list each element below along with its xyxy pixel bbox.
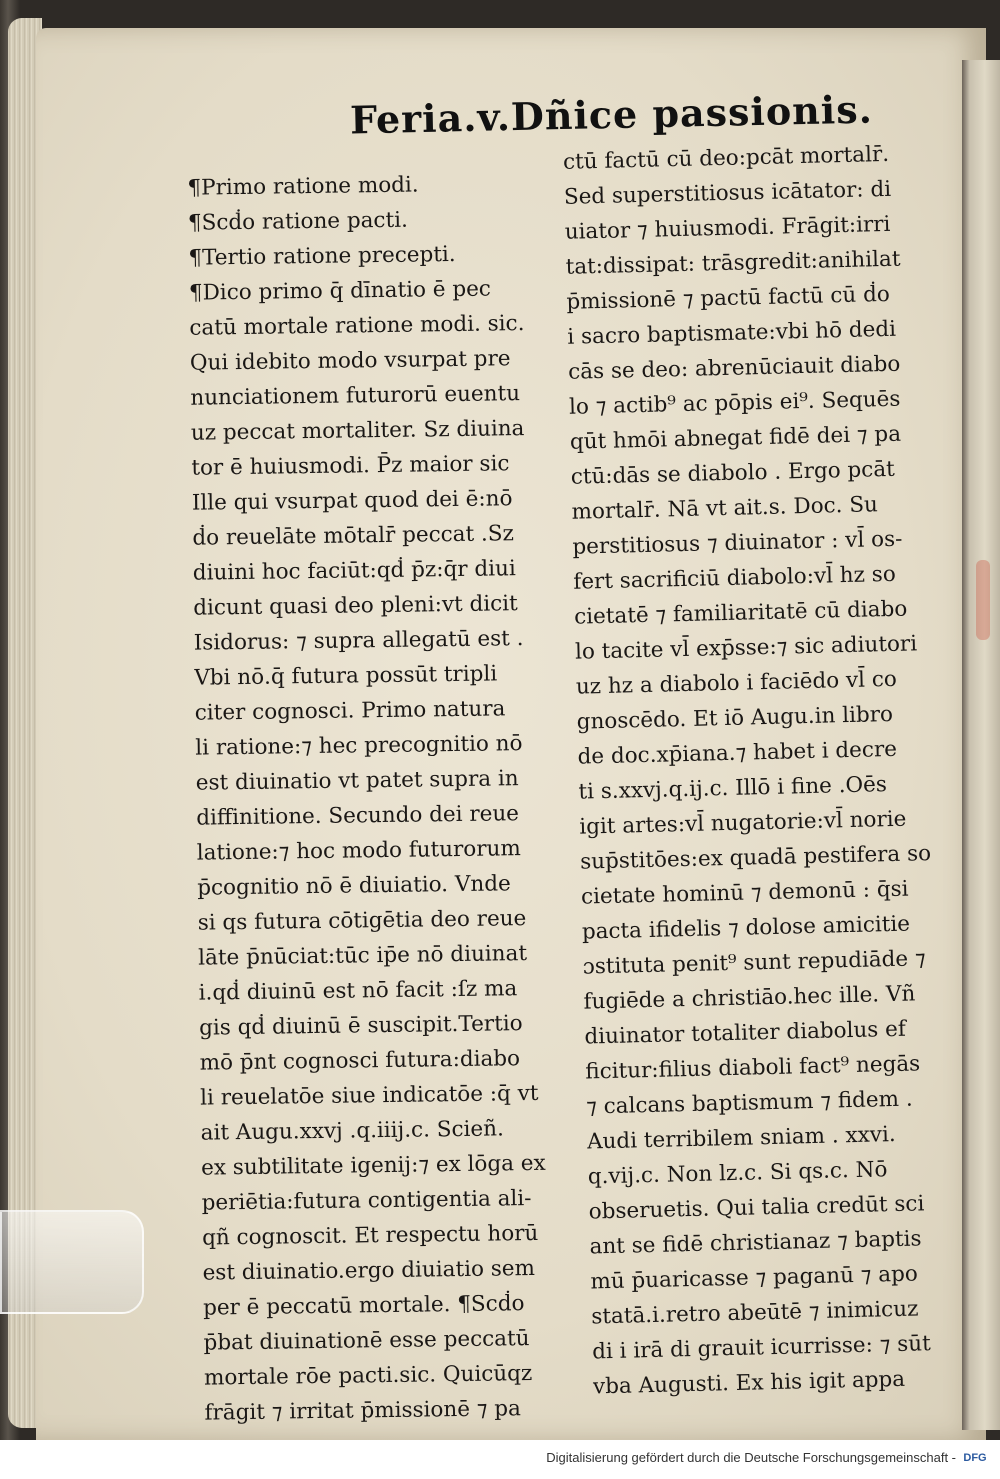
text-line: lo ⁊ actib⁹ ac pōpis ei⁹. Sequēs xyxy=(568,386,901,420)
page-header: Feria.v.Dñice passionis. xyxy=(349,86,874,143)
text-line: ant se fidē christianaz ⁊ baptis xyxy=(589,1226,922,1260)
text-line: fert sacrificiū diabolo:vl̄ hz so xyxy=(573,561,897,595)
text-line: ex subtilitate igenij:⁊ ex lōga ex xyxy=(200,1150,546,1181)
text-line: citer cognosci. Primo natura xyxy=(194,696,506,726)
text-line: mū p̄uaricasse ⁊ paganū ⁊ apo xyxy=(590,1261,919,1295)
text-line: gnoscēdo. Et iō Augu.in libro xyxy=(576,701,894,735)
footer-bar xyxy=(0,1440,1000,1479)
text-line: igit artes:vl̄ nugatorie:vl̄ norie xyxy=(579,806,907,840)
text-line: qūt hmōi abnegat fidē dei ⁊ pa xyxy=(569,421,902,455)
text-line: periētia:futura contigentia ali- xyxy=(201,1186,532,1216)
text-line: i sacro baptismate:vbi hō dedi xyxy=(567,316,897,350)
text-line: pacta ifidelis ⁊ dolose amicitie xyxy=(581,911,911,945)
glass-page-weight xyxy=(0,1210,144,1314)
text-line: cietatē ⁊ familiaritatē cū diabo xyxy=(573,596,908,630)
text-line: cietate hominū ⁊ demonū : q̄si xyxy=(580,876,909,910)
text-line: diuini hoc faciūt:qḋ p̄z:q̄r diui xyxy=(192,556,516,586)
text-line: uiator ⁊ huiusmodi. Frāgit:irri xyxy=(564,211,891,245)
text-line: ɔstituta penit⁹ sunt repudiāde ⁊ xyxy=(582,946,926,980)
text-line: ficitur:filius diaboli fact⁹ negās xyxy=(585,1051,921,1085)
text-line: mō p̄nt cognosci futura:diabo xyxy=(199,1046,521,1076)
text-line: p̄missionē ⁊ pactū factū cū ḋo xyxy=(566,281,891,315)
text-line: ¶Primo ratione modi. xyxy=(187,172,419,201)
text-line: obseruetis. Qui talia credūt sci xyxy=(588,1191,925,1225)
text-line: uz peccat mortaliter. Sz diuina xyxy=(190,416,525,446)
text-line: p̄cognitio nō ē diuiatio. Vnde xyxy=(197,871,511,901)
text-line: vba Augusti. Ex his igit appa xyxy=(592,1366,906,1400)
text-line: li reuelatōe siue indicatōe :q̄ vt xyxy=(199,1080,539,1111)
text-line: fugiēde a christiāo.hec ille. Vñ xyxy=(583,981,916,1015)
text-line: sup̄stitōes:ex quadā pestifera so xyxy=(579,841,932,875)
text-line: ti s.xxvj.q.ij.c. Illō i fine .Oēs xyxy=(578,772,888,805)
text-line: ctū:dās se diabolo . Ergo pcāt xyxy=(570,456,896,490)
text-line: Isidorus: ⁊ supra allegatū est . xyxy=(193,626,524,656)
text-line: ¶Scḋo ratione pacti. xyxy=(187,207,409,236)
text-line: perstitiosus ⁊ diuinator : vl̄ os- xyxy=(572,526,903,560)
text-line: ait Augu.xxvj .q.iiij.c. Scieñ. xyxy=(200,1116,505,1146)
text-line: ⁊ calcans baptismum ⁊ fidem . xyxy=(585,1086,913,1120)
dfg-logo: DFG xyxy=(963,1452,987,1464)
text-line: diffinitione. Secundo dei reue xyxy=(196,801,520,831)
text-line: frāgit ⁊ irritat p̄missionē ⁊ pa xyxy=(204,1396,522,1426)
text-line: per ē peccatū mortale. ¶Scḋo xyxy=(202,1291,525,1321)
text-line: cās se deo: abrenūciauit diabo xyxy=(567,351,901,385)
text-line: est diuinatio.ergo diuiatio sem xyxy=(202,1255,536,1286)
text-line: dicunt quasi deo pleni:vt dicit xyxy=(193,591,518,621)
text-line: latione:⁊ hoc modo futurorum xyxy=(196,836,521,866)
text-line: q.vij.c. Non lz.c. Si qs.c. Nō xyxy=(587,1157,888,1190)
text-line: uz hz a diabolo i faciēdo vl̄ co xyxy=(575,666,898,700)
text-line: ctū factū cū deo:pcāt mortalr̄. xyxy=(562,141,890,175)
text-line: mortalr̄. Nā vt ait.s. Doc. Su xyxy=(571,492,879,525)
text-line: Sed superstitiosus icātator: di xyxy=(563,176,892,210)
text-line: ¶Tertio ratione precepti. xyxy=(188,241,456,271)
text-line: nunciationem futurorū euentu xyxy=(190,381,521,411)
red-ink-mark xyxy=(976,560,990,640)
left-text-column xyxy=(187,165,585,1430)
text-line: qñ cognoscit. Et respectu horū xyxy=(201,1220,539,1251)
text-line: i.qḋ diuinū est nō facit :ſz ma xyxy=(198,976,518,1006)
text-line: mortale rōe pacti.sic. Quicūqz xyxy=(203,1361,533,1391)
text-line: li ratione:⁊ hec precognitio nō xyxy=(195,731,523,761)
text-line: tat:dissipat: trāsgredit:anihilat xyxy=(565,246,901,280)
text-line: Qui idebito modo vsurpat pre xyxy=(189,346,511,376)
text-line: Ille qui vsurpat quod dei ē:nō xyxy=(191,486,513,516)
text-line: Audi terribilem sniam . xxvi. xyxy=(586,1121,896,1155)
text-line: statā.i.retro abeūtē ⁊ inimicuz xyxy=(591,1296,919,1330)
text-line: ḋo reuelāte mōtalr̄ peccat .Sz xyxy=(192,521,515,551)
text-line: Vbi nō.q̄ futura possūt tripli xyxy=(194,661,498,691)
text-line: de doc.xp̄iana.⁊ habet i decre xyxy=(577,736,898,770)
text-line: di i irā di grauit icurrisse: ⁊ sūt xyxy=(591,1331,931,1365)
text-line: tor ē huiusmodi. P̄z maior sic xyxy=(191,451,510,481)
right-text-column xyxy=(563,136,974,1405)
text-line: si qs futura cōtigētia deo reue xyxy=(197,906,527,936)
text-line: ¶Dico primo q̄ dīnatio ē pec xyxy=(188,276,492,306)
text-line: lo tacite vl̄ exp̄sse:⁊ sic adiutori xyxy=(574,631,918,665)
text-line: lāte p̄nūciat:tūc ip̄e nō diuinat xyxy=(198,941,528,971)
text-line: est diuinatio vt patet supra in xyxy=(195,766,519,796)
text-line: catū mortale ratione modi. sic. xyxy=(189,311,525,341)
funding-notice: Digitalisierung gefördert durch die Deutsche Forschungsgemeinschaft - xyxy=(546,1450,956,1465)
text-line: diuinator totaliter diabolus ef xyxy=(584,1016,907,1050)
text-line: p̄bat diuinationē esse peccatū xyxy=(203,1326,530,1356)
text-line: gis qḋ diuinū ē suscipit.Tertio xyxy=(199,1011,523,1041)
